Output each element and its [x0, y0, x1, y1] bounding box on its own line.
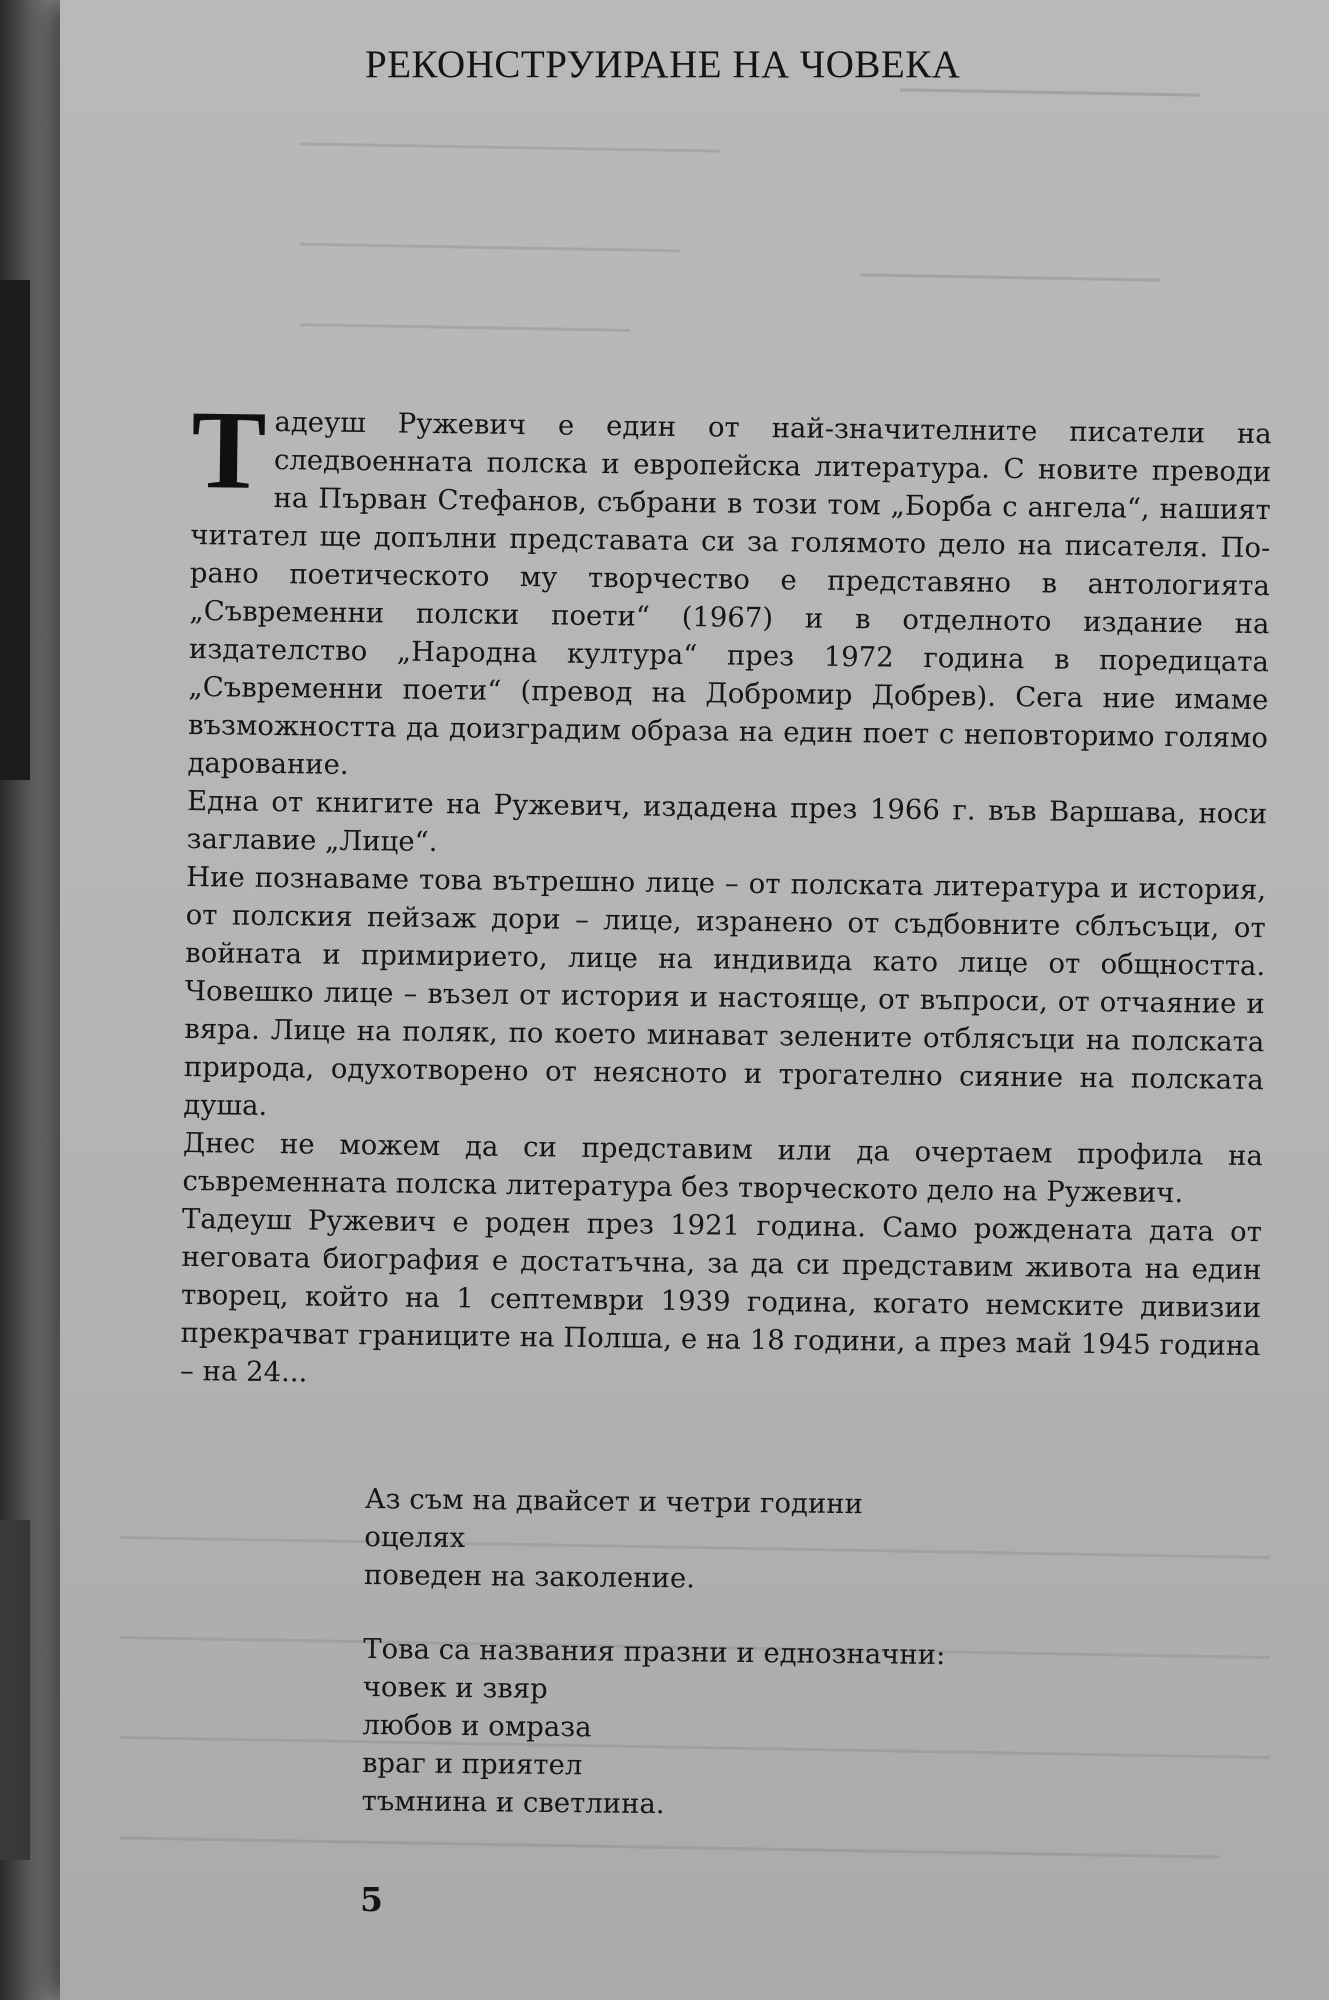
- poem-line: враг и приятел: [361, 1746, 583, 1782]
- article-text: [179, 388, 1272, 1403]
- poem-line: Аз съм на двайсет и четри години: [364, 1482, 864, 1521]
- running-head: РЕКОНСТРУИРАНЕ НА ЧОВЕКА: [365, 43, 961, 86]
- show-through-line: [300, 317, 630, 332]
- poem-stanza: [361, 1630, 1063, 1827]
- poem-line: Това са названия празни и еднозначни:: [363, 1632, 946, 1672]
- poem-line: тъмнина и светлина.: [361, 1784, 665, 1821]
- poem-line: любов и омраза: [362, 1708, 592, 1744]
- poem-line: човек и звяр: [362, 1670, 548, 1705]
- show-through-line: [300, 237, 680, 253]
- poem-stanza: [364, 1480, 1065, 1601]
- paragraph: Една от книгите на Ружевич, издадена през 1966 г. във Варшава, носи заглавие „Лице“.: [186, 784, 1268, 859]
- poem-line: оцелях: [364, 1520, 466, 1555]
- poem-line: поведен на заколение.: [363, 1558, 696, 1595]
- paragraph-intro: [187, 388, 1272, 795]
- paragraph: Тадеуш Ружевич е роден през 1921 година. Само рождената дата от неговата биография е достатъчна, за да си представим живота на един творец, който на 1 септември 1939 година, когато немските дивизии прекрачват границите на Полша, е на 18 години, а през май 1945 година – на 24...: [179, 1202, 1263, 1389]
- paragraph-intro-text: адеуш Ружевич е един от най-значителните писатели на следвоенната полска и европейска литература. С новите преводи на Първан Стефанов, събрани в този том „Борба с ангела“, нашият читател ще допълни представата си за голямото дело на писателя. По-рано поетическото му творчество е представяно в антологията „Съвременни полски поети“ (1967) и в отделното издание на издателство „Народна култура“ през 1972 година в поредицата „Съвременни поети“ (превод на Добромир Добрев). Сега ние имаме възможността да доизградим образа на един поет с неповторимо голямо дарование.: [187, 406, 1272, 781]
- poem-quote: [361, 1480, 1065, 1863]
- paragraph: Днес не можем да си представим или да очертаем профила на съвременната полска литература без творческото дело на Ружевич.: [182, 1126, 1264, 1210]
- book-page: [60, 0, 1329, 2000]
- show-through-line: [300, 136, 720, 152]
- page-number: 5: [360, 1880, 383, 1919]
- show-through-line: [860, 267, 1160, 281]
- book-edge-shadow-lower: [0, 1520, 30, 1860]
- book-edge-shadow: [0, 280, 30, 780]
- paragraph: Ние познаваме това вътрешно лице – от полската литература и история, от полския пейзаж дори – лице, изранено от съдбовните сблъсъци, от войната и примирието, лице на индивида като лице от общността. Човешко лице – възел от история и настояще, от въпроси, от отчаяние и вяра. Лице на поляк, по което минават зелените отблясъци на полската природа, одухотворено от неясното и трогателно сияние на полската душа.: [183, 860, 1267, 1122]
- drop-cap: Т: [190, 388, 267, 513]
